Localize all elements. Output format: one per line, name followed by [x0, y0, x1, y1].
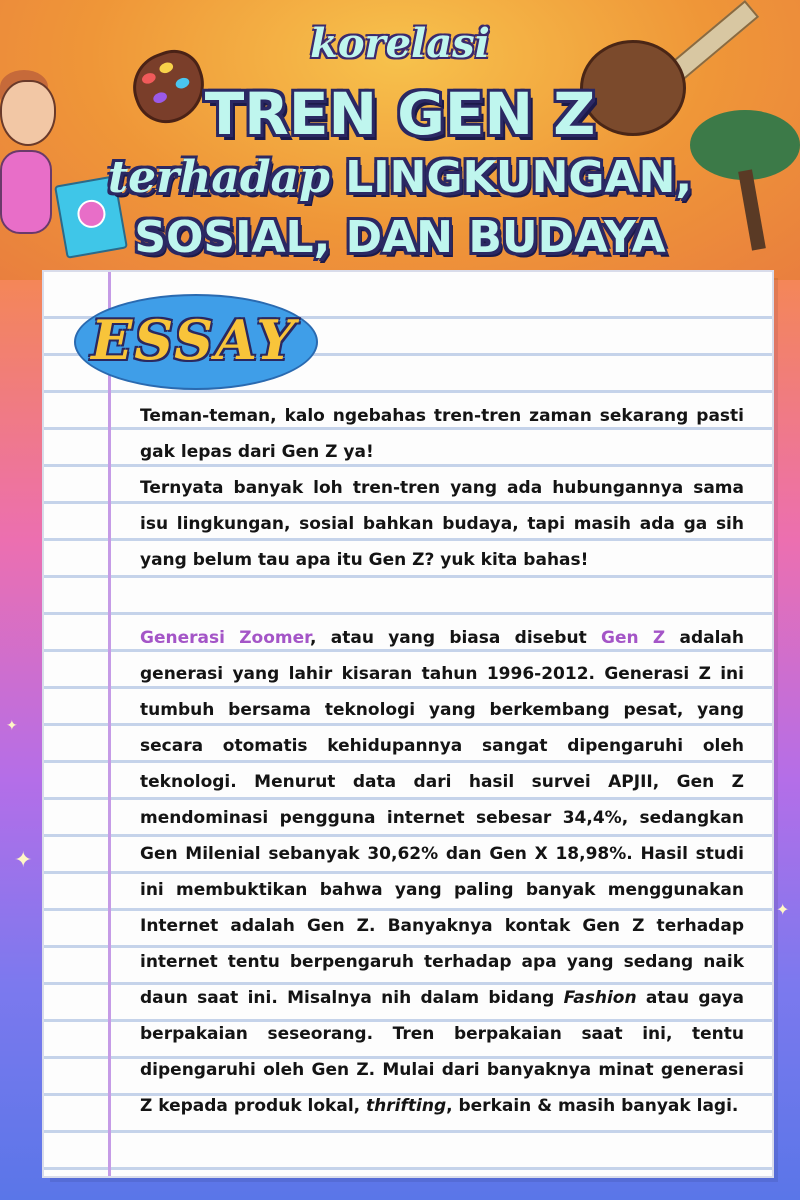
- body-segment-2: adalah generasi yang lahir kisaran tahun 1996-2012. Generasi Z ini tumbuh bersama teknologi yang berkembang pesat, yang secara otomatis kehidupannya sangat dipengaruhi oleh teknologi. Menurut data dari hasil survei APJII, Gen Z mendominasi pengguna internet sebesar 34,4%, sedangkan Gen Milenial sebanyak 30,62% dan Gen X 18,98%. Hasil studi ini membuktikan bahwa yang paling banyak menggunakan Internet adalah Gen Z. Banyaknya kontak Gen Z terhadap internet tentu berpengaruh terhadap apa yang sedang naik daun saat ini. Misalnya nih dalam bidang: [140, 628, 744, 1008]
- title-lingkungan: LINGKUNGAN,: [329, 152, 693, 203]
- body-segment-3: atau gaya berpakaian seseorang. Tren berpakaian saat ini, tentu dipengaruhi oleh Gen Z. Mulai dari banyaknya minat generasi Z kepada produk lokal,: [140, 988, 744, 1116]
- essay-label: ESSAY: [91, 308, 297, 372]
- term-fashion: Fashion: [563, 988, 637, 1008]
- sparkle-icon: ✦: [14, 848, 33, 873]
- title-line-terhadap: [0, 152, 800, 203]
- sparkle-icon: ✦: [776, 900, 790, 919]
- title-line-sosial-budaya: SOSIAL, DAN BUDAYA: [134, 212, 666, 263]
- term-generasi-zoomer: Generasi Zoomer: [140, 628, 311, 648]
- intro-sentence-2: Ternyata banyak loh tren-tren yang ada hubungannya sama isu lingkungan, sosial bahkan budaya, tapi masih ada ga sih yang belum tau apa itu Gen Z? yuk kita bahas!: [140, 478, 744, 570]
- sparkle-icon: ✦: [6, 718, 18, 734]
- paper-margin-line: [108, 272, 111, 1176]
- body-segment-4: , berkain & masih banyak lagi.: [446, 1096, 739, 1116]
- header-banner: [0, 0, 800, 280]
- body-paragraph: [140, 620, 744, 1124]
- intro-sentence-1: Teman-teman, kalo ngebahas tren-tren zaman sekarang pasti gak lepas dari Gen Z ya!: [140, 406, 744, 462]
- intro-paragraph: [140, 398, 744, 578]
- title-script-word: terhadap: [107, 152, 330, 203]
- body-segment-1: , atau yang biasa disebut: [310, 628, 601, 648]
- title-line-korelasi: korelasi: [310, 20, 490, 67]
- title-line-tren-gen-z: TREN GEN Z: [204, 80, 596, 148]
- term-thrifting: thrifting: [366, 1096, 447, 1116]
- term-gen-z: Gen Z: [600, 628, 666, 648]
